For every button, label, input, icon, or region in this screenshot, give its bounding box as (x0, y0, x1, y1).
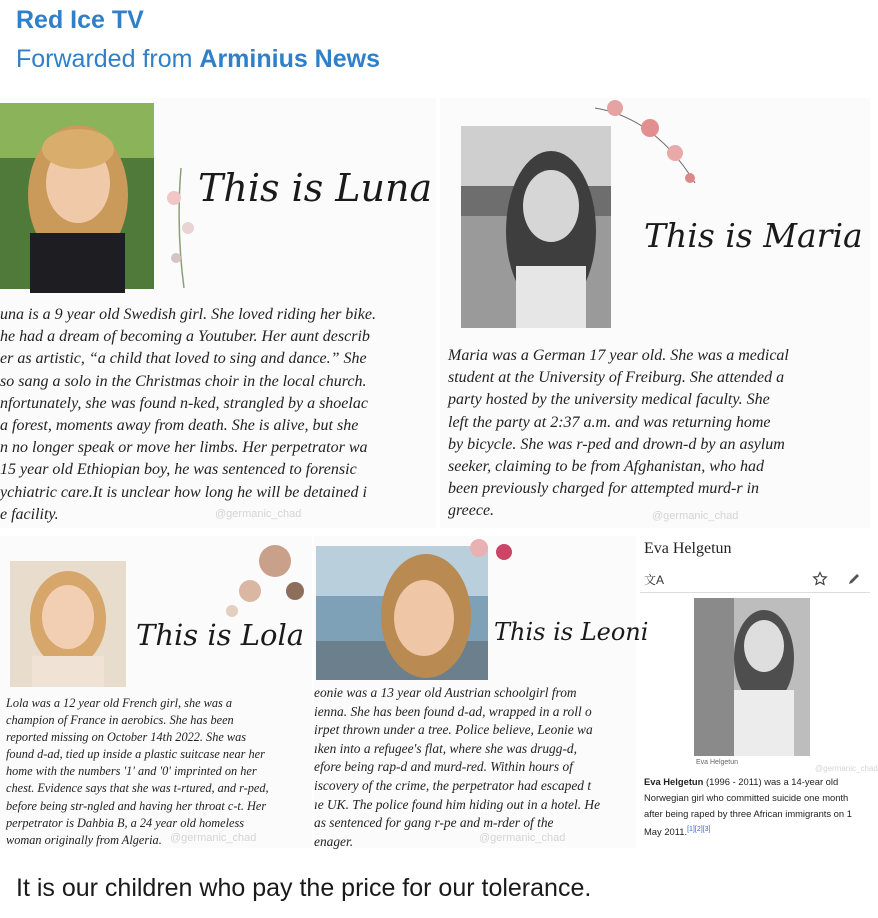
maria-text-line: party hosted by the university medical faculty. She (448, 391, 770, 409)
leonie-text-line: as sentenced for gang r-pe and m-rder of the (314, 815, 554, 831)
eva-description: (1996 - 2011) was a 14-year old Norwegian girl who committed suicide one month after being raped by three African immigrants on 1 May 2011. (644, 776, 852, 838)
maria-text-line: by bicycle. She was r-ped and drown-d by an asylum (448, 435, 785, 453)
leonie-text-line: ienna. She has been found d-ad, wrapped in a roll o (314, 703, 592, 719)
lola-text-line: chest. Evidence says that she was t-rtured, and r-ped, (6, 781, 269, 796)
maria-title: This is Maria (644, 216, 863, 255)
lola-text-line: reported missing on October 14th 2022. She was (6, 730, 247, 745)
eva-references[interactable]: [1][2][3] (687, 826, 711, 833)
maria-text-line: Maria was a German 17 year old. She was a medical (448, 347, 789, 364)
luna-title: This is Luna (198, 166, 433, 210)
forwarded-prefix: Forwarded from (16, 45, 200, 73)
luna-text-line: n no longer speak or move her limbs. Her perpetrator wa (0, 439, 368, 457)
luna-text (0, 304, 376, 526)
eva-photo (694, 598, 810, 756)
luna-text-line: he had a dream of becoming a Youtuber. Her aunt describ (0, 328, 370, 346)
lola-text-line: found d-ad, tied up inside a plastic suitcase near her (6, 747, 265, 762)
maria-text-line: seeker, claiming to be from Afghanistan, who had (448, 458, 764, 476)
star-icon[interactable] (812, 571, 828, 587)
lola-text-line: perpetrator is Dahbia B, a 24 year old homeless (6, 815, 245, 830)
luna-text-line: er as artistic, “a child that loved to sing and dance.” She (0, 350, 367, 368)
lola-text-line: Lola was a 12 year old French girl, she was a (6, 696, 233, 710)
luna-text-line: una is a 9 year old Swedish girl. She loved riding her bike. (0, 306, 376, 323)
leonie-text-line: enager. (314, 833, 354, 849)
luna-card (0, 98, 436, 528)
forwarded-line (16, 44, 380, 74)
eva-wiki-title: Eva Helgetun (644, 540, 732, 557)
lola-text-line: home with the numbers '1' and '0' imprinted on her (6, 764, 257, 779)
wiki-toolbar (640, 566, 870, 593)
leonie-text (314, 684, 600, 851)
leonie-text-line: irpet thrown under a tree. Police believe, Leonie wa (314, 722, 593, 738)
luna-text-line: a forest, moments away from death. She is alive, but she (0, 417, 359, 435)
luna-text-line: nfortunately, she was found n-ked, strangled by a shoelac (0, 394, 368, 412)
luna-text-line: so sang a solo in the Christmas choir in the local church. (0, 372, 367, 390)
lola-photo (10, 561, 126, 687)
message-caption: It is our children who pay the price for our tolerance. (16, 874, 592, 902)
leonie-text-line: iscovery of the crime, the perpetrator had escaped t (314, 777, 592, 793)
maria-watermark: @germanic_chad (652, 510, 739, 522)
eva-photo-caption: Eva Helgetun (696, 759, 739, 766)
channel-name[interactable]: Red Ice TV (16, 6, 144, 34)
leonie-title: This is Leoni (494, 618, 649, 646)
leonie-photo (316, 546, 488, 680)
leonie-text-line: efore being rap-d and murd-red. Within hours of (314, 759, 573, 775)
eva-watermark: @germanic_chad (815, 764, 878, 773)
maria-text-line: left the party at 2:37 a.m. and was returning home (448, 413, 771, 431)
edit-icon[interactable] (846, 571, 862, 587)
forwarded-source-link[interactable]: Arminius News (199, 45, 380, 73)
luna-text-line: 15 year old Ethiopian boy, he was sentenced to forensic (0, 461, 357, 479)
lola-text-line: before being str-ngled and having her throat c-t. Her (6, 798, 267, 813)
luna-text-line: ychiatric care.It is unclear how long he will be detained i (0, 483, 367, 501)
leonie-text-line: ıken into a refugee's flat, where she was drugg-d, (314, 740, 577, 756)
flower-decoration (220, 536, 312, 624)
flower-decoration (595, 98, 705, 188)
leonie-text-line: eonie was a 13 year old Austrian schoolgirl from (314, 685, 577, 700)
maria-text-line: greece. (448, 502, 495, 520)
translate-icon[interactable]: 文A (644, 573, 665, 587)
luna-watermark: @germanic_chad (215, 508, 302, 520)
leonie-text-line: ıe UK. The police found him hiding out in a hotel. He (314, 796, 601, 812)
lola-card (0, 536, 312, 848)
maria-text (448, 345, 789, 523)
eva-wiki-text (644, 774, 864, 840)
leonie-watermark: @germanic_chad (479, 832, 566, 844)
maria-card (440, 98, 870, 528)
maria-text-line: been previously charged for attempted murd-r in (448, 480, 760, 498)
eva-name: Eva Helgetun (644, 776, 704, 787)
leonie-card (314, 536, 649, 849)
maria-photo (461, 126, 611, 328)
lola-text-line: woman originally from Algeria. (6, 832, 162, 847)
lola-title: This is Lola (136, 618, 305, 652)
lola-watermark: @germanic_chad (170, 832, 257, 844)
luna-photo (0, 103, 154, 289)
lola-text (6, 695, 269, 849)
lola-text-line: champion of France in aerobics. She has been (6, 713, 234, 728)
flower-decoration (464, 536, 524, 570)
luna-text-line: e facility. (0, 505, 59, 523)
maria-text-line: student at the University of Freiburg. She attended a (448, 369, 785, 387)
